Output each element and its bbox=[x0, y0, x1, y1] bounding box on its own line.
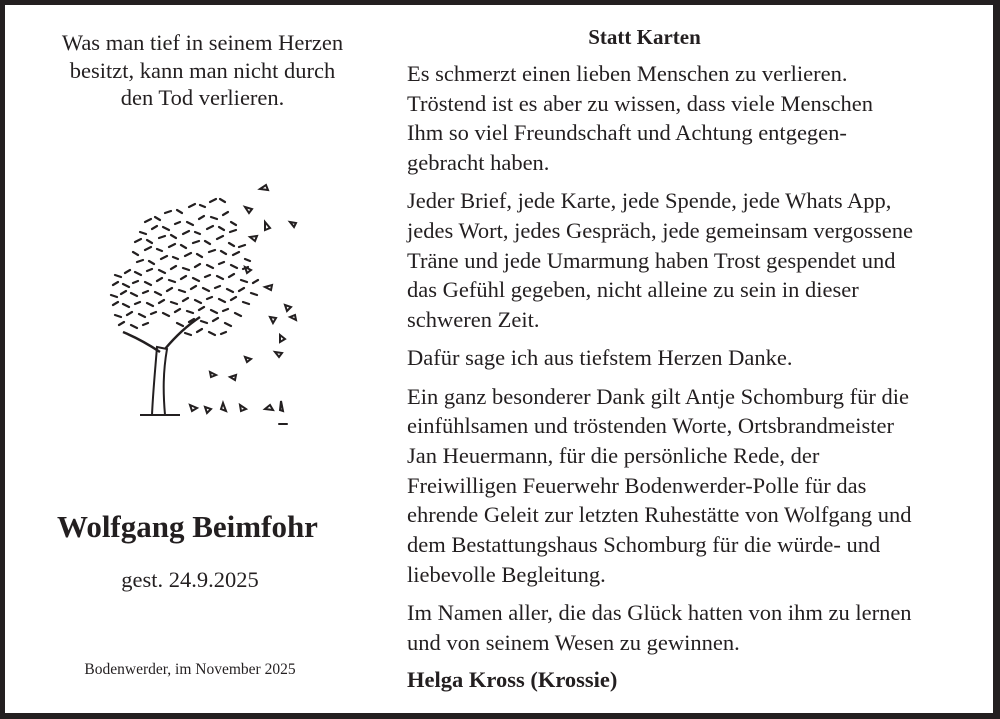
text-line: dem Bestattungshaus Schomburg für die würde- und bbox=[407, 532, 881, 558]
text-line: Tröstend ist es aber zu wissen, dass viele Menschen bbox=[407, 90, 873, 116]
left-column bbox=[5, 5, 390, 713]
text-line: Dafür sage ich aus tiefstem Herzen Danke. bbox=[407, 345, 793, 371]
text-line: einfühlsamen und tröstenden Worte, Ortsbrandmeister bbox=[407, 413, 895, 439]
text-line: schweren Zeit. bbox=[407, 307, 540, 333]
text-line: das Gefühl gegeben, nicht alleine zu sein in dieser bbox=[407, 277, 859, 303]
text-line: Ein ganz besonderer Dank gilt Antje Schomburg für die bbox=[407, 383, 909, 409]
text-line: liebevolle Begleitung. bbox=[407, 561, 606, 587]
text-line: gebracht haben. bbox=[407, 150, 550, 176]
text-line: Im Namen aller, die das Glück hatten von ihm zu lernen bbox=[407, 599, 912, 625]
text-line: jedes Wort, jedes Gespräch, jede gemeinsam vergossene bbox=[407, 218, 913, 244]
notice-heading: Statt Karten bbox=[588, 25, 701, 49]
text-line: Freiwilligen Feuerwehr Bodenwerder-Polle für das bbox=[407, 472, 867, 498]
place-and-date: Bodenwerder, im November 2025 bbox=[84, 661, 296, 678]
quote-line: Was man tief in seinem Herzen bbox=[61, 30, 344, 55]
paragraph bbox=[407, 382, 992, 590]
memorial-quote bbox=[5, 29, 400, 112]
text-line: Träne und jede Umarmung haben Trost gespendet und bbox=[407, 247, 896, 273]
deceased-name: Wolfgang Beimfohr bbox=[57, 509, 318, 544]
text-line: ehrende Geleit zur letzten Ruhestätte von Wolfgang und bbox=[407, 502, 912, 528]
signature: Helga Kross (Krossie) bbox=[407, 667, 618, 692]
text-line: Es schmerzt einen lieben Menschen zu verlieren. bbox=[407, 61, 848, 86]
thank-you-text bbox=[407, 59, 992, 666]
quote-line: den Tod verlieren. bbox=[120, 85, 285, 110]
text-line: Jeder Brief, jede Karte, jede Spende, jede Whats App, bbox=[407, 188, 892, 214]
paragraph bbox=[407, 59, 992, 178]
paragraph bbox=[407, 186, 992, 335]
tree-in-wind-icon bbox=[105, 177, 305, 427]
text-line: Jan Heuermann, für die persönliche Rede, der bbox=[407, 442, 820, 468]
text-line: und von seinem Wesen zu gewinnen. bbox=[407, 629, 740, 655]
death-date: gest. 24.9.2025 bbox=[121, 567, 259, 592]
paragraph bbox=[407, 598, 992, 657]
text-line: Ihm so viel Freundschaft und Achtung entgegen- bbox=[407, 120, 847, 146]
quote-line: besitzt, kann man nicht durch bbox=[69, 57, 336, 83]
paragraph bbox=[407, 343, 992, 373]
